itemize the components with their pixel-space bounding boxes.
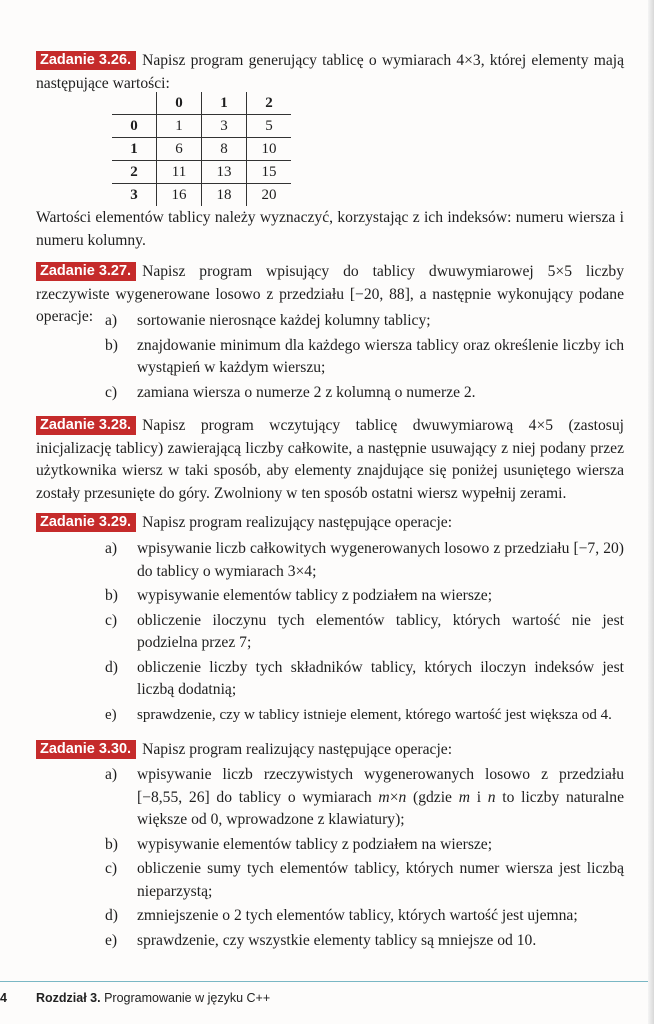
- item-letter: a): [105, 540, 118, 557]
- table-col-header: 2: [247, 92, 292, 115]
- chapter-label: Rozdział 3.: [36, 991, 101, 1005]
- list-item: [105, 905, 624, 928]
- task-badge: Zadanie 3.28.: [36, 416, 136, 435]
- item-letter: d): [105, 907, 118, 924]
- task-badge: Zadanie 3.29.: [36, 513, 136, 532]
- chapter-title: Programowanie w języku C++: [104, 991, 271, 1005]
- item-text: sprawdzenie, czy w tablicy istnieje element, którego wartość jest większa od 4.: [137, 706, 612, 723]
- table-cell: 18: [202, 184, 247, 207]
- table-col-header: 0: [157, 92, 202, 115]
- footer-rule: [0, 981, 654, 982]
- values-table: [112, 92, 291, 206]
- item-text: wypisywanie elementów tablicy z podziałem na wiersze;: [137, 835, 493, 853]
- page-footer: [0, 981, 654, 1024]
- task-3-26: [36, 50, 624, 95]
- item-letter: a): [105, 766, 118, 783]
- task-3-30: [36, 739, 624, 762]
- list-item: [105, 585, 624, 608]
- list-item: [105, 335, 624, 380]
- item-text: zamiana wiersza o numerze 2 z kolumną o numerze 2.: [137, 383, 476, 401]
- item-letter: c): [105, 611, 118, 629]
- item-text: wpisywanie liczb rzeczywistych wygenerowanych losowo z przedziału [−8,55, 26] do tablicy o wymiarach m×n (gdzie m i n to liczby naturalne większe od 0, wprowadzone z klawiatury);: [137, 766, 624, 828]
- task-text: Napisz program generujący tablicę o wymiarach 4×3, której elementy mają następujące wartości:: [36, 52, 624, 92]
- list-item: [105, 858, 624, 903]
- item-letter: c): [105, 860, 118, 877]
- task-3-26-note: Wartości elementów tablicy należy wyznaczyć, korzystając z ich indeksów: numeru wiersza i numeru kolumny.: [36, 209, 624, 249]
- item-text: obliczenie sumy tych elementów tablicy, których numer wiersza jest liczbą nieparzystą;: [137, 860, 624, 900]
- task-badge: Zadanie 3.27.: [36, 262, 136, 281]
- chapter-caption: [36, 991, 270, 1005]
- item-letter: d): [105, 658, 118, 676]
- item-text: sortowanie nierosnące każdej kolumny tablicy;: [137, 312, 431, 329]
- list-item: [105, 310, 624, 333]
- table-corner: [112, 92, 157, 115]
- item-text: wpisywanie liczb całkowitych wygenerowanych losowo z przedziału [−7, 20) do tablicy o wymiarach 3×4;: [137, 540, 624, 580]
- list-item: [105, 930, 624, 953]
- item-letter: e): [105, 706, 117, 723]
- table-row: [112, 115, 291, 138]
- item-text: obliczenie liczby tych składników tablicy, których iloczyn indeksów jest liczbą dodatnią;: [137, 658, 624, 698]
- item-letter: a): [105, 312, 118, 329]
- item-letter: e): [105, 931, 118, 949]
- task-text: Napisz program wczytujący tablicę dwuwymiarową 4×5 (zastosuj inicjalizację tablicy) zawierającą liczby całkowite, a następnie usuwający z niej podany przez użytkownika wiersz w taki sposób, aby elementy znajdujące się poniżej usuniętego wiersza zostały przesunięte do góry. Zwolniony w ten sposób ostatni wiersz wypełnij zerami.: [36, 417, 624, 502]
- item-letter: b): [105, 587, 118, 604]
- table-cell: 10: [247, 138, 292, 161]
- page-number: 4: [0, 991, 7, 1005]
- task-text: Napisz program wpisujący do tablicy dwuwymiarowej 5×5 liczby rzeczywiste wygenerowane losowo z przedziału [−20, 88], a następnie wykonujący podane operacje:: [36, 263, 624, 325]
- item-letter: c): [105, 383, 118, 401]
- table-cell: 20: [261, 186, 277, 203]
- task-badge: Zadanie 3.30.: [36, 740, 136, 759]
- table-cell: 11: [157, 161, 202, 184]
- table-row-header: 0: [112, 115, 157, 138]
- item-letter: b): [105, 336, 118, 354]
- item-text: zmniejszenie o 2 tych elementów tablicy, których wartość jest ujemna;: [137, 907, 578, 924]
- item-text: obliczenie iloczynu tych elementów tablicy, których wartość nie jest podzielna przez 7;: [137, 611, 624, 651]
- item-letter: b): [105, 835, 118, 853]
- list-item: [105, 610, 624, 655]
- table-row: [112, 138, 291, 161]
- task-3-28: [36, 415, 624, 505]
- table-cell: 13: [202, 161, 247, 184]
- table-cell: 8: [202, 138, 247, 161]
- table-row-header: 1: [112, 138, 157, 161]
- table-row: [112, 161, 291, 184]
- table-row: [112, 184, 291, 207]
- item-text: znajdowanie minimum dla każdego wiersza tablicy oraz określenie liczby ich wystąpień w każdym wierszu;: [137, 336, 624, 376]
- table-cell: 15: [247, 161, 292, 184]
- list-item: [105, 764, 624, 832]
- table-header-row: [112, 92, 291, 115]
- task-3-29: [36, 512, 624, 535]
- table-row-header: 2: [112, 161, 157, 184]
- task-text: Napisz program realizujący następujące operacje:: [142, 741, 453, 758]
- task-3-27-list: [105, 310, 624, 406]
- table-cell: 5: [247, 115, 292, 138]
- task-text: Napisz program realizujący następujące operacje:: [142, 514, 453, 531]
- list-item: [105, 657, 624, 702]
- list-item: [105, 382, 624, 405]
- table-cell: 3: [202, 115, 247, 138]
- task-3-30-list: [105, 764, 624, 954]
- item-text: wypisywanie elementów tablicy z podziałem na wiersze;: [137, 587, 493, 604]
- list-item: [105, 538, 624, 583]
- table-row-header: 3: [112, 184, 157, 207]
- task-3-29-list: [105, 538, 624, 728]
- table-cell: 16: [157, 184, 202, 207]
- item-text: sprawdzenie, czy wszystkie elementy tablicy są mniejsze od 10.: [137, 931, 537, 949]
- page-edge-shadow: [648, 0, 654, 1024]
- task-badge: Zadanie 3.26.: [36, 51, 136, 70]
- list-item: [105, 834, 624, 857]
- table-col-header: 1: [202, 92, 247, 115]
- table-cell: 6: [157, 138, 202, 161]
- table-cell: 1: [157, 115, 202, 138]
- list-item: [105, 704, 624, 727]
